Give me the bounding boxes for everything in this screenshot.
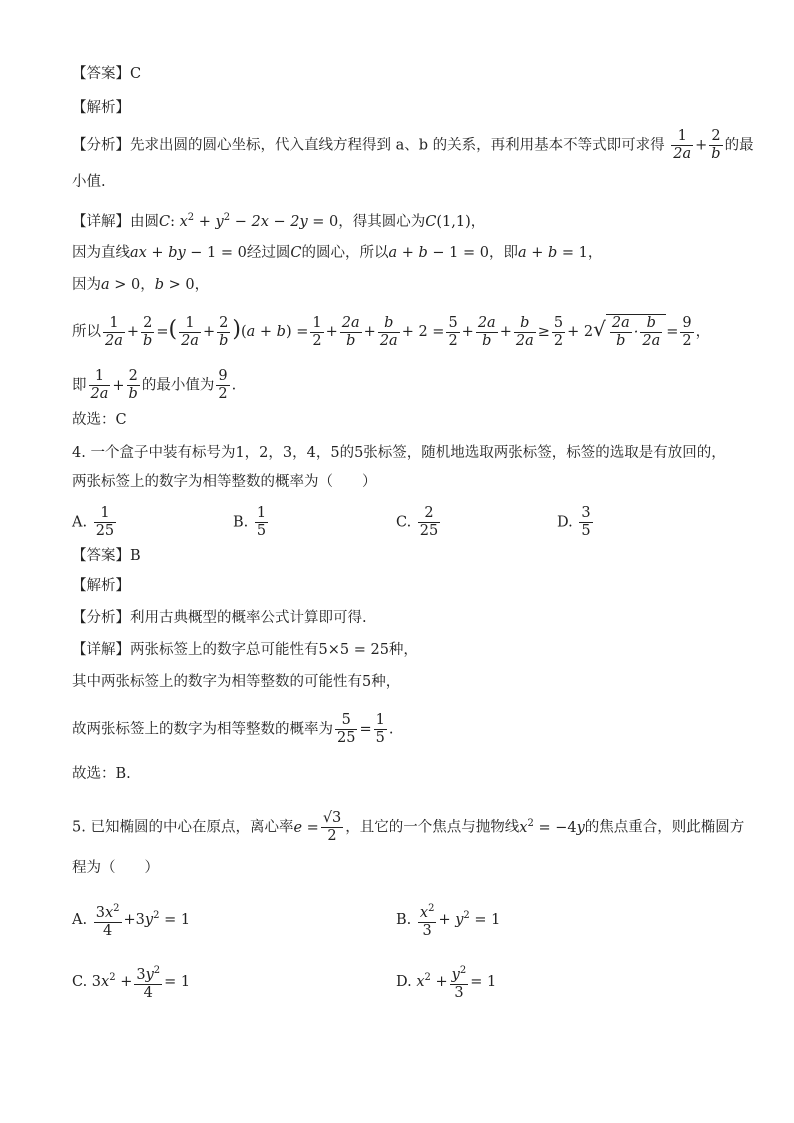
fenxi-tag: 【分析】 bbox=[72, 610, 130, 626]
option-label: C. bbox=[72, 973, 88, 990]
formula: $\frac{1}{2a}$ + $\frac{2}{b}$ bbox=[90, 368, 138, 402]
option-label: C. bbox=[396, 514, 412, 531]
formula: C bbox=[290, 245, 302, 261]
formula: ax + by − 1 = 0 bbox=[130, 245, 247, 261]
xiangjie-line-1: 【详解】由圆C: $x^2 + y^2 - 2x - 2y = 0$，得其圆心为C(1,1)， bbox=[72, 212, 486, 230]
stem-text: 程为（ ） bbox=[72, 860, 159, 876]
fraction: $\frac{2}{b}$ bbox=[711, 128, 721, 162]
text: 种， bbox=[388, 642, 418, 658]
answer-value: C bbox=[130, 66, 142, 82]
q5-option-b bbox=[396, 900, 500, 940]
q5-stem-1 bbox=[72, 810, 744, 845]
xiangjie-tag: 【详解】 bbox=[72, 642, 130, 658]
option-fraction bbox=[255, 505, 268, 540]
formula: a > 0 bbox=[101, 277, 141, 293]
text: 的最小值为 bbox=[141, 377, 215, 394]
answer-value: B bbox=[130, 548, 141, 564]
text: 因为 bbox=[72, 277, 101, 293]
q4-stem-2 bbox=[72, 472, 377, 492]
formula: $x^2 = -4y$ bbox=[519, 817, 585, 836]
q4-xiangjie-3: 故两张标签上的数字为相等整数的概率为 $\frac{5}{25}$ = $\frac{1}{5}$ . bbox=[72, 712, 394, 746]
option-label: B. bbox=[396, 911, 412, 928]
analysis-tag: 【解析】 bbox=[72, 100, 130, 116]
text: 由圆 bbox=[130, 213, 159, 230]
text: ，得其圆心为 bbox=[338, 213, 426, 230]
text: 因为直线 bbox=[72, 245, 130, 261]
numerator: 3 bbox=[581, 505, 591, 521]
choice-text: 故选：B. bbox=[72, 766, 131, 782]
denominator: 5 bbox=[256, 523, 267, 539]
xiangjie-line-5: 即 $\frac{1}{2a}$ + $\frac{2}{b}$ 的最小值为 $\frac{9}{2}$ . bbox=[72, 368, 237, 402]
fraction: $\frac{1}{5}$ bbox=[375, 712, 385, 746]
text: 所以 bbox=[72, 324, 101, 340]
denominator: 25 bbox=[419, 523, 439, 539]
stem-text: 两张标签上的数字为相等整数的概率为（ ） bbox=[72, 474, 377, 490]
option-label: D. bbox=[557, 514, 573, 531]
text: ，即 bbox=[488, 245, 518, 261]
formula: $x^2 + y^2 - 2x - 2y = 0$ bbox=[179, 212, 339, 230]
q5-option-d bbox=[396, 962, 496, 1002]
text: 两张标签上的数字总可能性有 bbox=[130, 642, 319, 658]
q4-stem-1 bbox=[72, 443, 726, 463]
q4-xiangjie-1 bbox=[72, 640, 418, 660]
xiangjie-line-2: 因为直线ax + by − 1 = 0经过圆C的圆心，所以a + b − 1 = 0，即a + b = 1， bbox=[72, 245, 603, 261]
text: 的圆心，所以 bbox=[301, 245, 389, 261]
analysis-heading bbox=[72, 98, 130, 118]
text: 种， bbox=[371, 674, 401, 690]
fenxi-text-end: 的最 bbox=[724, 137, 754, 154]
option-d bbox=[557, 505, 595, 540]
option-formula: $\frac{3x^2}{4}$ $+3y^2 = 1$ bbox=[92, 912, 190, 928]
option-b bbox=[233, 505, 270, 540]
option-fraction bbox=[94, 505, 116, 540]
q4-xiangjie-2 bbox=[72, 672, 400, 692]
text: 经过圆 bbox=[246, 245, 291, 261]
fraction: $\frac{1}{2a}$ bbox=[673, 128, 692, 162]
formula: 5 bbox=[362, 674, 372, 690]
formula: e = $\frac{√3}{2}$ bbox=[293, 810, 342, 844]
denominator: 5 bbox=[581, 523, 591, 539]
text: 即 bbox=[72, 377, 87, 394]
option-fraction bbox=[418, 505, 440, 540]
option-label: A. bbox=[72, 514, 88, 531]
fenxi-text: 先求出圆的圆心坐标，代入直线方程得到 a、b 的关系，再利用基本不等式即可求得 bbox=[130, 137, 665, 154]
stem-text: 5. 已知椭圆的中心在原点，离心率 bbox=[72, 819, 294, 836]
numerator: 1 bbox=[256, 505, 267, 521]
q4-answer-line bbox=[72, 546, 141, 566]
formula: a + b − 1 = 0 bbox=[388, 245, 489, 261]
formula: a + b = 1 bbox=[517, 245, 588, 261]
option-c bbox=[396, 505, 442, 540]
formula: C bbox=[159, 213, 171, 230]
xiangjie-line-3: 因为a > 0，b > 0， bbox=[72, 277, 210, 293]
q5-stem-2 bbox=[72, 858, 159, 878]
fenxi-tag: 【分析】 bbox=[72, 137, 130, 154]
choice-text: 故选：C bbox=[72, 412, 127, 428]
xiangjie-tag: 【详解】 bbox=[72, 213, 130, 230]
answer-tag: 【答案】 bbox=[72, 548, 130, 564]
formula: C(1,1) bbox=[425, 213, 471, 230]
formula: $\frac{1}{2a}$ + $\frac{2}{b}$ =( $\frac{1}{2a}$ + $\frac{2}{b}$ )(a + b) = $\frac{1}{2}$ + $\frac{2a}{b}$ + $\frac{b}{2a}$ + 2 = $\frac{5}{2}$ + $\frac{2a}{b}$ + $\frac{b}{2a}$ ≥ $\frac{5}{2}$ + 2√ $\frac{2a}{b}$ · $\frac{b}{2a}$ = $\frac{9}{2}$ bbox=[105, 314, 692, 349]
option-formula: $x^2$ + $\frac{y^2}{3}$ = 1 bbox=[416, 974, 496, 990]
option-formula: $\frac{x^2}{3}$ + $y^2 = 1$ bbox=[416, 912, 500, 928]
denominator: 25 bbox=[95, 523, 115, 539]
q5-option-c bbox=[72, 962, 190, 1002]
stem-text: ，且它的一个焦点与抛物线 bbox=[345, 819, 520, 836]
fenxi-line-2 bbox=[72, 172, 106, 192]
fenxi-text-line2: 小值. bbox=[72, 174, 106, 190]
option-formula: $3x^2$ + $\frac{3y^2}{4}$ = 1 bbox=[92, 974, 190, 990]
formula: b > 0 bbox=[154, 277, 195, 293]
text: 其中两张标签上的数字为相等整数的可能性有 bbox=[72, 674, 362, 690]
option-fraction bbox=[579, 505, 592, 540]
numerator: 2 bbox=[418, 505, 440, 523]
xiangjie-line-4: 所以 $\frac{1}{2a}$ + $\frac{2}{b}$ =( $\frac{1}{2a}$ + $\frac{2}{b}$ )(a + b) = $\frac{1}{2}$ + $\frac{2a}{b}$ + $\frac{b}{2a}$ + 2 = $\frac{5}{2}$ + $\frac{2a}{b}$ + $\frac{b}{2a}$ ≥ $\frac{5}{2}$ + 2√ $\frac{2a}{b}$ · $\frac{b}{2a}$ = $\frac{9}{2}$ ， bbox=[72, 314, 711, 349]
stem-text: 4. 一个盒子中装有标号为1，2，3，4，5的5张标签，随机地选取两张标签，标签的选取是有放回的， bbox=[72, 445, 726, 461]
fraction: $\frac{9}{2}$ bbox=[218, 368, 228, 402]
answer-line bbox=[72, 64, 141, 84]
numerator: 1 bbox=[94, 505, 116, 523]
analysis-tag: 【解析】 bbox=[72, 578, 130, 594]
answer-tag: 【答案】 bbox=[72, 66, 130, 82]
q5-option-a bbox=[72, 900, 190, 940]
choice-line bbox=[72, 410, 127, 430]
formula: : bbox=[170, 213, 180, 230]
fenxi-line: 【分析】先求出圆的圆心坐标，代入直线方程得到 a、b 的关系，再利用基本不等式即可求得 $\frac{1}{2a}$ + $\frac{2}{b}$ 的最 bbox=[72, 128, 754, 162]
stem-text: 的焦点重合，则此椭圆方 bbox=[584, 819, 745, 836]
option-label: B. bbox=[233, 514, 249, 531]
fraction: $\frac{5}{25}$ bbox=[337, 712, 356, 746]
fenxi-text: 利用古典概型的概率公式计算即可得. bbox=[130, 610, 367, 626]
q4-choice-line bbox=[72, 764, 131, 784]
q4-analysis-heading bbox=[72, 576, 130, 596]
text: 故两张标签上的数字为相等整数的概率为 bbox=[72, 721, 333, 738]
option-label: D. bbox=[396, 973, 412, 990]
formula: 5×5 = 25 bbox=[318, 642, 389, 658]
option-a bbox=[72, 505, 118, 540]
option-label: A. bbox=[72, 911, 88, 928]
q4-fenxi-line bbox=[72, 608, 367, 628]
